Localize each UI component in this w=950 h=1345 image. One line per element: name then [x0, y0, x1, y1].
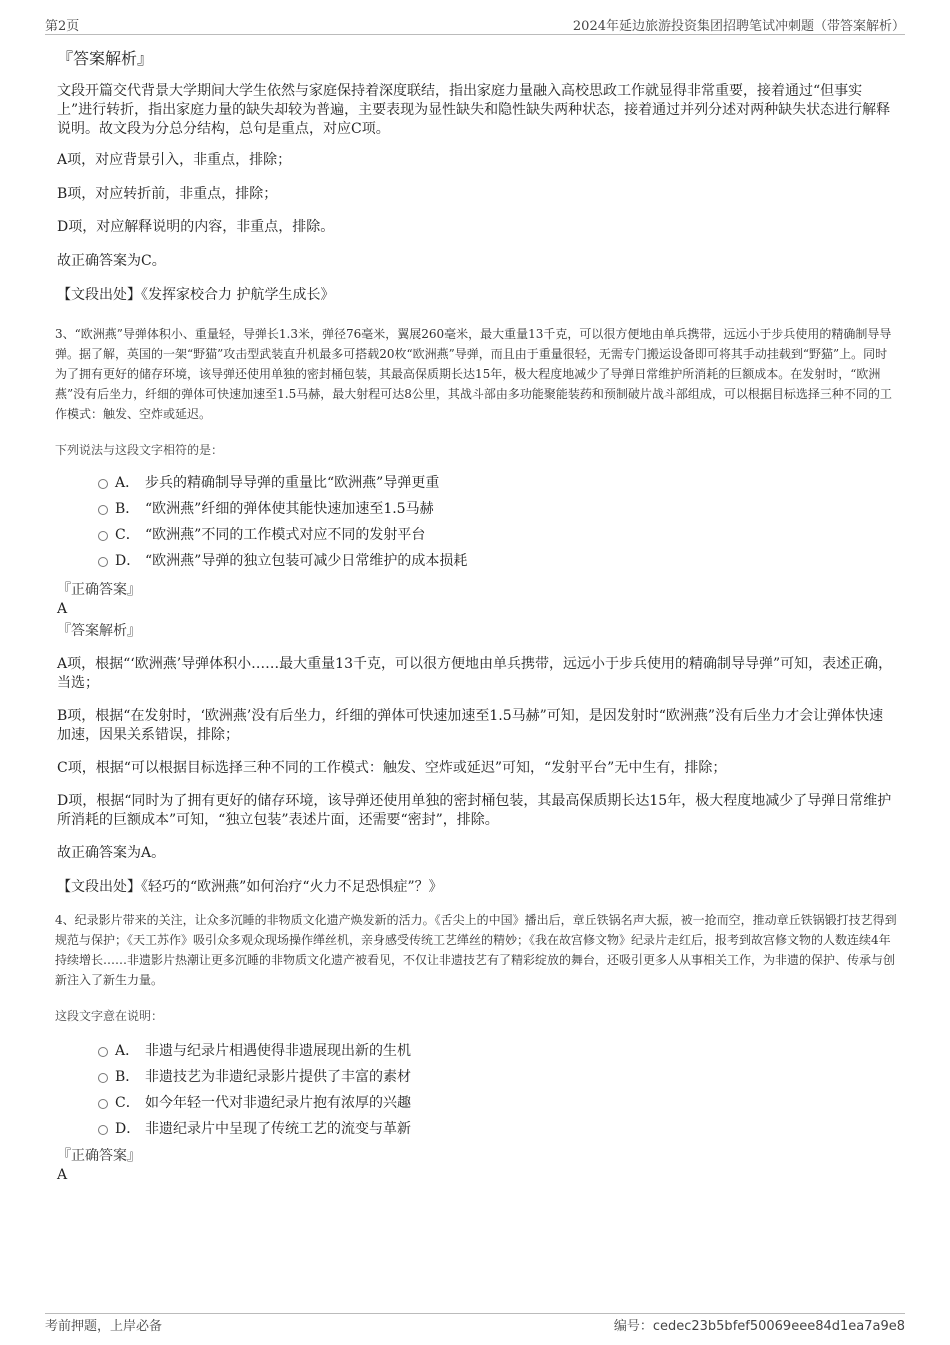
prev-analysis-text: 文段开篇交代背景大学期间大学生依然与家庭保持着深度联结，指出家庭力量融入高校思政工作就显得非常重要，接着通过“但事实上”进行转折，指出家庭力量的缺失却较为普遍，主要表现为显性缺失和隐性缺失两种状态，接着通过并列分述对两种缺失状态进行解释说明。故文段为分总分结构，总句是重点，对应C项。: [57, 83, 891, 137]
q3-source-label: 【文段出处】: [57, 879, 141, 895]
q3-options: [55, 470, 855, 574]
document-code: [614, 1315, 905, 1334]
prev-analysis-a: A项，对应背景引入，非重点，排除；: [57, 152, 292, 168]
q3-analysis-a: A项，根据“‘欧洲燕’导弹体积小……最大重量13千克，可以很方便地由单兵携带，远远小于步兵使用的精确制导导弹”可知，表述正确，当选；: [57, 656, 893, 691]
page-number: 第2页: [45, 19, 80, 34]
q4-prompt: 这段文字意在说明：: [55, 1009, 164, 1023]
q3-option-b[interactable]: B． “欧洲燕”纤细的弹体使其能快速加速至1.5马赫: [55, 496, 855, 522]
radio-icon[interactable]: [98, 557, 108, 567]
document-title: 2024年延边旅游投资集团招聘笔试冲刺题（带答案解析）: [572, 19, 905, 34]
q4-option-d[interactable]: D． 非遗纪录片中呈现了传统工艺的流变与革新: [55, 1116, 855, 1142]
q3-analysis-b: B项，根据“在发射时，‘欧洲燕’没有后坐力，纤细的弹体可快速加速至1.5马赫”可知，是因发射时“欧洲燕”没有后坐力才会让弹体快速加速，因果关系错误，排除；: [57, 708, 884, 743]
prev-source: [57, 286, 334, 304]
document-code-value: cedec23b5bfef50069eee84d1ea7a9e8: [652, 1319, 905, 1334]
q4-option-c[interactable]: C． 如今年轻一代对非遗纪录片抱有浓厚的兴趣: [55, 1090, 855, 1116]
radio-icon[interactable]: [98, 505, 108, 515]
prev-analysis-b: B项，对应转折前，非重点，排除；: [57, 186, 278, 202]
radio-icon[interactable]: [98, 1125, 108, 1135]
page-footer: [45, 1313, 905, 1334]
q4-options: [55, 1038, 855, 1142]
radio-icon[interactable]: [98, 1073, 108, 1083]
q3-option-a[interactable]: A． 步兵的精确制导导弹的重量比“欧洲燕”导弹更重: [55, 470, 855, 496]
q3-passage: 3、“欧洲燕”导弹体积小、重量轻，导弹长1.3米，弹径76毫米，翼展260毫米，最大重量13千克，可以很方便地由单兵携带，远远小于步兵使用的精确制导导弹。据了解，英国的一架“野猫”攻击型武装直升机最多可搭载20枚“欧洲燕”导弹，而且由于重量很轻，无需专门搬运设备即可将其手动挂载到“野猫”上。同时为了拥有更好的储存环境，该导弹还使用单独的密封桶包装，其最高保质期长达15年，极大程度地减少了导弹日常维护所消耗的巨额成本。在发射时，“欧洲燕”没有后坐力，纤细的弹体可快速加速至1.5马赫，最大射程可达8公里，其战斗部由多功能聚能装药和预制破片战斗部组成，可以根据目标选择三种不同的工作模式：触发、空炸或延迟。: [55, 327, 892, 421]
radio-icon[interactable]: [98, 531, 108, 541]
q3-prompt: 下列说法与这段文字相符的是：: [55, 443, 224, 457]
radio-icon[interactable]: [98, 1099, 108, 1109]
q3-analysis-d: D项，根据“同时为了拥有更好的储存环境，该导弹还使用单独的密封桶包装，其最高保质期长达15年，极大程度地减少了导弹日常维护所消耗的巨额成本”可知，“独立包装”表述片面，还需要“密封”，排除。: [57, 793, 892, 828]
q3-source: [57, 878, 443, 896]
q4-passage: 4、纪录影片带来的关注，让众多沉睡的非物质文化遗产焕发新的活力。《舌尖上的中国》播出后，章丘铁锅名声大振，被一抢而空，推动章丘铁锅锻打技艺得到规范与保护；《天工苏作》吸引众多观众现场操作缂丝机，亲身感受传统工艺缂丝的精妙；《我在故宫修文物》纪录片走红后，报考到故宫修文物的人数连续4年持续增长……非遗影片热潮让更多沉睡的非物质文化遗产被看见，不仅让非遗技艺有了精彩绽放的舞台，还吸引更多人从事相关工作，为非遗的保护、传承与创新注入了新生力量。: [55, 913, 897, 987]
q3-analysis-c: C项，根据“可以根据目标选择三种不同的工作模式：触发、空炸或延迟”可知，“发射平台”无中生有，排除；: [57, 760, 727, 776]
q3-option-d[interactable]: D． “欧洲燕”导弹的独立包装可减少日常维护的成本损耗: [55, 548, 855, 574]
prev-conclusion: 故正确答案为C。: [57, 253, 166, 269]
q4-option-b[interactable]: B． 非遗技艺为非遗纪录影片提供了丰富的素材: [55, 1064, 855, 1090]
q3-source-title: 《轻巧的“欧洲燕”如何治疗“火力不足恐惧症”？》: [141, 879, 443, 895]
prev-analysis-d: D项，对应解释说明的内容，非重点，排除。: [57, 219, 335, 235]
page-header: [45, 12, 905, 35]
q3-analysis-label: 『答案解析』: [57, 623, 141, 639]
radio-icon[interactable]: [98, 479, 108, 489]
q3-answer-label: 『正确答案』: [57, 582, 141, 598]
q3-answer: A: [57, 601, 68, 617]
q3-option-c[interactable]: C． “欧洲燕”不同的工作模式对应不同的发射平台: [55, 522, 855, 548]
prev-analysis-label: 『答案解析』: [57, 49, 154, 68]
footer-slogan: 考前押题，上岸必备: [45, 1319, 163, 1334]
prev-source-title: 《发挥家校合力 护航学生成长》: [141, 287, 335, 303]
q4-option-a[interactable]: A． 非遗与纪录片相遇使得非遗展现出新的生机: [55, 1038, 855, 1064]
q3-conclusion: 故正确答案为A。: [57, 845, 166, 861]
document-code-label: 编号：: [613, 1319, 653, 1334]
radio-icon[interactable]: [98, 1047, 108, 1057]
q4-answer-label: 『正确答案』: [57, 1148, 141, 1164]
q4-answer: A: [57, 1167, 68, 1183]
prev-source-label: 【文段出处】: [57, 287, 141, 303]
